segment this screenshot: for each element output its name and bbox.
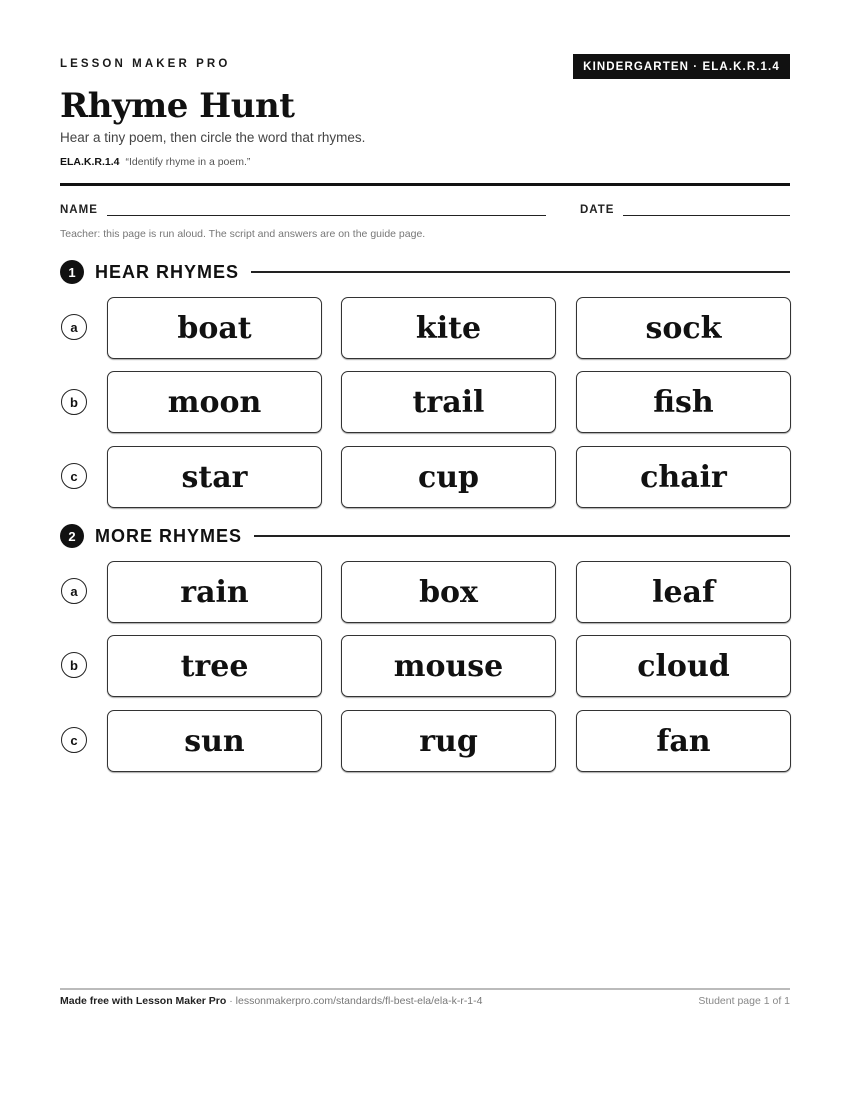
word-card[interactable]: trail <box>341 371 556 433</box>
row-label: c <box>61 463 87 489</box>
footer-made-with: Made free with Lesson Maker Pro <box>60 995 227 1007</box>
footer-credit <box>60 995 483 1007</box>
word-card[interactable]: boat <box>107 297 322 359</box>
section-number: 2 <box>60 524 84 548</box>
section-title: MORE RHYMES <box>95 525 243 546</box>
footer-url[interactable]: · lessonmakerpro.com/standards/fl-best-ela/ela-k-r-1-4 <box>226 995 483 1007</box>
section-number: 1 <box>60 260 84 284</box>
grade-badge: KINDERGARTEN · ELA.K.R.1.4 <box>573 54 790 79</box>
word-card[interactable]: leaf <box>576 561 791 623</box>
footer-page-info: Student page 1 of 1 <box>698 995 790 1007</box>
row-label: c <box>61 727 87 753</box>
section-hear-rhymes <box>60 260 790 284</box>
word-card[interactable]: fish <box>576 371 791 433</box>
word-card[interactable]: moon <box>107 371 322 433</box>
word-card[interactable]: cloud <box>576 635 791 697</box>
page-title: Rhyme Hunt <box>60 86 295 126</box>
standard-description: “Identify rhyme in a poem.” <box>125 156 251 168</box>
footer-divider <box>60 988 790 990</box>
word-card[interactable]: chair <box>576 446 791 508</box>
date-label: DATE <box>580 204 615 216</box>
standard-code: ELA.K.R.1.4 <box>60 156 120 168</box>
word-card[interactable]: fan <box>576 710 791 772</box>
standard-line <box>60 156 250 168</box>
word-card[interactable]: sun <box>107 710 322 772</box>
word-card[interactable]: cup <box>341 446 556 508</box>
name-field[interactable] <box>107 215 546 216</box>
page-subtitle: Hear a tiny poem, then circle the word that rhymes. <box>60 130 366 145</box>
section-title: HEAR RHYMES <box>95 261 240 282</box>
header-divider <box>60 183 790 186</box>
section-divider <box>251 271 790 273</box>
word-card[interactable]: box <box>341 561 556 623</box>
brand-name: LESSON MAKER PRO <box>60 58 231 70</box>
section-more-rhymes <box>60 524 790 548</box>
row-label: a <box>61 578 87 604</box>
word-card[interactable]: rug <box>341 710 556 772</box>
row-label: b <box>61 652 87 678</box>
section-divider <box>254 535 790 537</box>
date-field[interactable] <box>623 215 790 216</box>
word-card[interactable]: sock <box>576 297 791 359</box>
word-card[interactable]: mouse <box>341 635 556 697</box>
name-label: NAME <box>60 204 98 216</box>
teacher-note: Teacher: this page is run aloud. The script and answers are on the guide page. <box>60 228 426 240</box>
row-label: a <box>61 314 87 340</box>
word-card[interactable]: tree <box>107 635 322 697</box>
row-label: b <box>61 389 87 415</box>
word-card[interactable]: star <box>107 446 322 508</box>
word-card[interactable]: rain <box>107 561 322 623</box>
word-card[interactable]: kite <box>341 297 556 359</box>
